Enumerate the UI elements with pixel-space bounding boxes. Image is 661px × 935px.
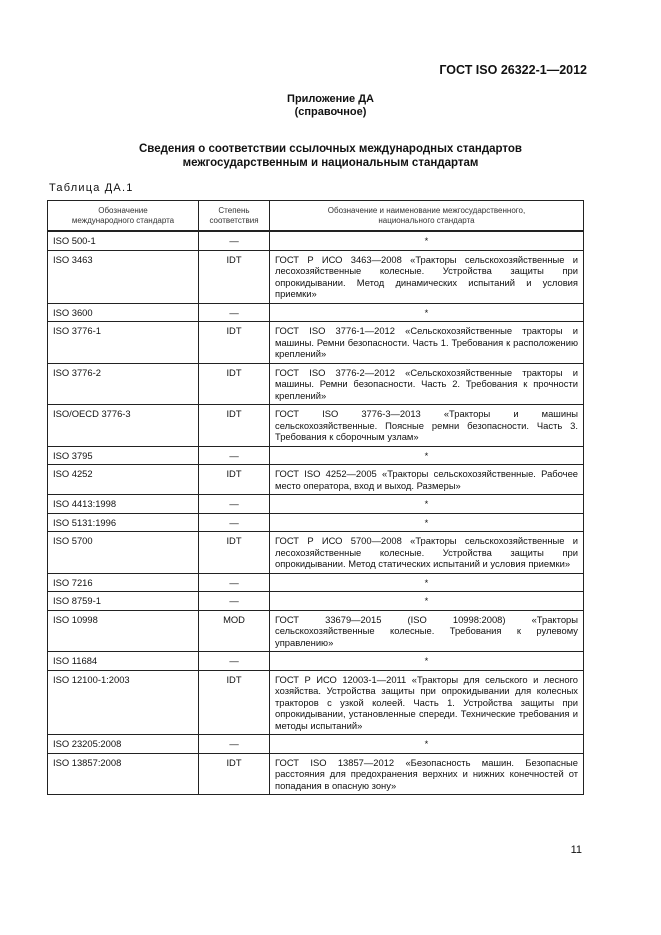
cell-reference: ГОСТ 33679—2015 (ISO 10998:2008) «Тракторы сельскохозяйственные колесные. Требования к рулевому управлению» <box>270 610 584 652</box>
cell-standard: ISO 23205:2008 <box>48 735 199 754</box>
cell-standard: ISO 4413:1998 <box>48 495 199 514</box>
cell-reference: ГОСТ Р ИСО 12003-1—2011 «Тракторы для сельского и лесного хозяйства. Устройства защиты при опрокидывании для колесных тракторов с узкой колеей. Часть 1. Устройства защиты при опрокидывании, установленные спереди. Технические требования и методы испытаний» <box>270 670 584 735</box>
table-row <box>48 363 584 405</box>
table-row <box>48 753 584 795</box>
cell-standard: ISO 4252 <box>48 465 199 495</box>
header-reference-line-1: Обозначение и наименование межгосударственного, <box>327 205 526 215</box>
cell-degree: — <box>199 495 270 514</box>
table-row <box>48 670 584 735</box>
cell-standard: ISO 3776-1 <box>48 322 199 364</box>
cell-reference: ГОСТ ISO 3776-3—2013 «Тракторы и машины сельскохозяйственные. Поясные ремни безопасности. Часть 3. Требования к сборочным узлам» <box>270 405 584 447</box>
cell-reference: ГОСТ Р ИСО 3463—2008 «Тракторы сельскохозяйственные и лесохозяйственные колесные. Устройства защиты при опрокидывании. Метод динамических испытаний и условия приемки» <box>270 250 584 303</box>
table-row <box>48 405 584 447</box>
table-row <box>48 231 584 250</box>
cell-reference: ГОСТ Р ИСО 5700—2008 «Тракторы сельскохозяйственные и лесохозяйственные колесные. Устройства защиты при опрокидывании. Метод статических испытаний и условия приемки» <box>270 532 584 574</box>
cell-degree: MOD <box>199 610 270 652</box>
header-standard-line-2: международного стандарта <box>71 215 175 225</box>
table-row <box>48 250 584 303</box>
cell-reference: ГОСТ ISO 13857—2012 «Безопасность машин. Безопасные расстояния для предохранения верхних и нижних конечностей от попадания в опасную зону» <box>270 753 584 795</box>
annex-heading <box>0 93 661 119</box>
table-row <box>48 735 584 754</box>
table-row <box>48 303 584 322</box>
cell-degree: IDT <box>199 322 270 364</box>
table-row <box>48 610 584 652</box>
header-degree-line-2: соответствия <box>209 215 259 225</box>
cell-reference: * <box>270 592 584 611</box>
header-degree-line-1: Степень <box>218 205 250 215</box>
cell-standard: ISO/OECD 3776-3 <box>48 405 199 447</box>
cell-standard: ISO 12100-1:2003 <box>48 670 199 735</box>
section-title-line-1: Сведения о соответствии ссылочных международных стандартов <box>138 143 522 155</box>
cell-degree: — <box>199 513 270 532</box>
cell-reference: * <box>270 495 584 514</box>
cell-standard: ISO 500-1 <box>48 231 199 250</box>
cell-degree: — <box>199 652 270 671</box>
header-standard-line-1: Обозначение <box>98 205 148 215</box>
page-number: 11 <box>570 844 582 856</box>
cell-degree: — <box>199 303 270 322</box>
table-row <box>48 532 584 574</box>
table-row <box>48 652 584 671</box>
cell-degree: — <box>199 735 270 754</box>
table-row <box>48 446 584 465</box>
cell-reference: * <box>270 652 584 671</box>
cell-degree: IDT <box>199 670 270 735</box>
table-body <box>48 231 584 795</box>
cell-standard: ISO 3776-2 <box>48 363 199 405</box>
cell-reference: ГОСТ ISO 3776-2—2012 «Сельскохозяйственные тракторы и машины. Ремни безопасности. Часть 2. Требования к прочности креплений» <box>270 363 584 405</box>
correspondence-table <box>47 200 584 795</box>
cell-reference: * <box>270 735 584 754</box>
annex-subtitle: (справочное) <box>294 106 367 118</box>
cell-standard: ISO 3463 <box>48 250 199 303</box>
cell-degree: IDT <box>199 405 270 447</box>
table-row <box>48 465 584 495</box>
cell-standard: ISO 10998 <box>48 610 199 652</box>
cell-degree: IDT <box>199 363 270 405</box>
section-title <box>0 142 661 170</box>
table-row <box>48 322 584 364</box>
document-code: ГОСТ ISO 26322-1—2012 <box>439 63 587 77</box>
table-row <box>48 573 584 592</box>
header-reference-line-2: национального стандарта <box>378 215 475 225</box>
table-row <box>48 495 584 514</box>
cell-standard: ISO 5700 <box>48 532 199 574</box>
cell-degree: — <box>199 573 270 592</box>
header-reference <box>270 201 584 232</box>
cell-degree: — <box>199 446 270 465</box>
cell-standard: ISO 8759-1 <box>48 592 199 611</box>
table-row <box>48 592 584 611</box>
header-standard <box>48 201 199 232</box>
cell-standard: ISO 11684 <box>48 652 199 671</box>
cell-standard: ISO 3795 <box>48 446 199 465</box>
cell-degree: IDT <box>199 250 270 303</box>
cell-standard: ISO 7216 <box>48 573 199 592</box>
cell-reference: * <box>270 573 584 592</box>
cell-standard: ISO 13857:2008 <box>48 753 199 795</box>
cell-reference: * <box>270 513 584 532</box>
section-title-line-2: межгосударственным и национальным стандартам <box>182 157 479 169</box>
table-header-row <box>48 201 584 232</box>
cell-standard: ISO 3600 <box>48 303 199 322</box>
cell-reference: * <box>270 303 584 322</box>
cell-degree: IDT <box>199 753 270 795</box>
annex-title: Приложение ДА <box>287 93 374 105</box>
cell-degree: — <box>199 592 270 611</box>
table-row <box>48 513 584 532</box>
cell-degree: IDT <box>199 465 270 495</box>
cell-standard: ISO 5131:1996 <box>48 513 199 532</box>
table-caption: Таблица ДА.1 <box>49 182 134 194</box>
cell-reference: ГОСТ ISO 3776-1—2012 «Сельскохозяйственные тракторы и машины. Ремни безопасности. Часть 1. Требования к расположению креплений» <box>270 322 584 364</box>
header-degree <box>199 201 270 232</box>
cell-degree: IDT <box>199 532 270 574</box>
cell-reference: ГОСТ ISO 4252—2005 «Тракторы сельскохозяйственные. Рабочее место оператора, вход и выход. Размеры» <box>270 465 584 495</box>
cell-reference: * <box>270 231 584 250</box>
cell-degree: — <box>199 231 270 250</box>
cell-reference: * <box>270 446 584 465</box>
